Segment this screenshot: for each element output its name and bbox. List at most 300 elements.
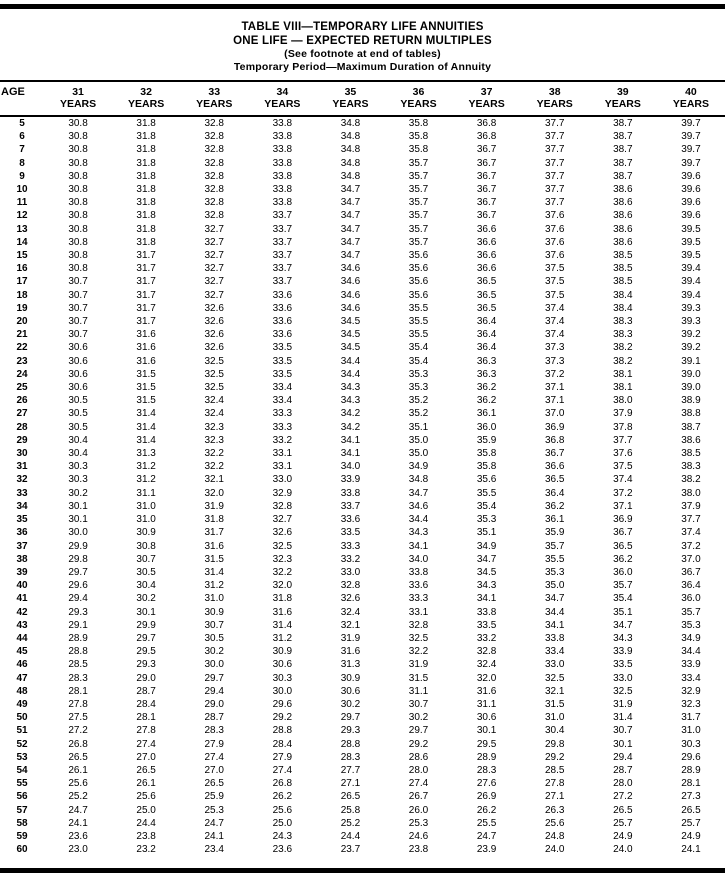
- value-cell: 38.7: [613, 118, 633, 129]
- value-cell: 31.1: [476, 698, 497, 710]
- value-cell: 32.7: [204, 250, 224, 262]
- table-row: [0, 606, 725, 619]
- value-cell: 35.5: [476, 487, 497, 499]
- value-cell: 31.6: [204, 540, 224, 552]
- value-cell: 33.7: [272, 276, 293, 288]
- value-cell: 39.5: [681, 223, 701, 235]
- value-cell: 30.8: [136, 540, 156, 552]
- value-cell: 36.7: [613, 527, 633, 539]
- value-cell: 33.9: [613, 646, 633, 658]
- value-cell: 34.5: [340, 342, 361, 354]
- value-cell: 39.6: [681, 170, 701, 182]
- age-cell: 49: [16, 698, 28, 710]
- value-cell: 33.8: [272, 144, 293, 156]
- year-column-header: [657, 81, 725, 116]
- value-cell: 35.8: [408, 144, 429, 156]
- value-cell: 23.2: [136, 844, 156, 856]
- value-cell: 30.7: [408, 698, 429, 710]
- value-cell: 37.6: [544, 236, 565, 248]
- age-cell: 27: [16, 408, 28, 420]
- value-cell: 32.6: [272, 527, 293, 539]
- value-cell: 32.8: [204, 197, 224, 209]
- value-cell: 27.0: [136, 751, 156, 763]
- table-row: [0, 447, 725, 460]
- value-cell: 36.2: [476, 382, 497, 394]
- table-body: [0, 116, 725, 856]
- value-cell: 26.7: [408, 791, 429, 803]
- value-cell: 35.7: [681, 606, 701, 618]
- value-cell: 30.8: [68, 131, 88, 143]
- age-cell: 19: [16, 302, 28, 314]
- value-cell: 36.7: [681, 566, 701, 578]
- value-cell: 38.4: [613, 302, 633, 314]
- value-cell: 24.3: [272, 830, 293, 842]
- table-row: [0, 566, 725, 579]
- bottom-rule: [0, 868, 725, 873]
- value-cell: 30.4: [68, 434, 88, 446]
- age-cell: 43: [16, 619, 28, 631]
- value-cell: 34.9: [476, 540, 497, 552]
- value-cell: 29.4: [68, 593, 88, 605]
- value-cell: 37.0: [681, 553, 701, 565]
- age-cell: 53: [16, 751, 28, 763]
- value-cell: 32.8: [204, 210, 224, 222]
- value-cell: 31.8: [136, 236, 156, 248]
- value-cell: 25.2: [68, 791, 88, 803]
- value-cell: 37.9: [613, 408, 633, 420]
- value-cell: 30.2: [408, 712, 429, 724]
- value-cell: 25.6: [272, 804, 293, 816]
- table-row: [0, 381, 725, 394]
- value-cell: 39.5: [681, 236, 701, 248]
- value-cell: 24.1: [681, 844, 701, 856]
- value-cell: 32.3: [272, 553, 293, 565]
- value-cell: 38.7: [613, 157, 633, 169]
- year-number: 33: [208, 86, 221, 98]
- value-cell: 30.8: [68, 197, 88, 209]
- table-row: [0, 804, 725, 817]
- value-cell: 30.5: [136, 566, 156, 578]
- value-cell: 31.4: [204, 566, 224, 578]
- value-cell: 33.5: [272, 355, 293, 367]
- table-row: [0, 619, 725, 632]
- value-cell: 31.8: [136, 210, 156, 222]
- value-cell: 34.6: [340, 263, 361, 275]
- value-cell: 34.5: [340, 329, 361, 341]
- value-cell: 31.2: [136, 461, 156, 473]
- value-cell: 27.3: [681, 791, 701, 803]
- value-cell: 28.6: [408, 751, 429, 763]
- value-cell: 38.3: [613, 329, 633, 341]
- value-cell: 23.0: [68, 844, 88, 856]
- value-cell: 28.8: [68, 646, 88, 658]
- value-cell: 30.8: [68, 184, 88, 196]
- value-cell: 38.6: [613, 223, 633, 235]
- value-cell: 38.6: [613, 184, 633, 196]
- value-cell: 35.1: [613, 606, 633, 618]
- value-cell: 39.0: [681, 382, 701, 394]
- value-cell: 28.1: [136, 712, 156, 724]
- value-cell: 35.8: [476, 448, 497, 460]
- table-row: [0, 645, 725, 658]
- table-header: [0, 81, 725, 116]
- age-cell: 42: [16, 606, 28, 618]
- value-cell: 36.7: [476, 144, 497, 156]
- value-cell: 33.0: [340, 566, 361, 578]
- value-cell: 24.8: [544, 830, 565, 842]
- value-cell: 39.3: [681, 302, 701, 314]
- value-cell: 33.6: [272, 302, 293, 314]
- table-row: [0, 262, 725, 275]
- value-cell: 37.2: [681, 540, 701, 552]
- value-cell: 30.1: [68, 514, 88, 526]
- table-row: [0, 487, 725, 500]
- value-cell: 25.0: [272, 817, 293, 829]
- age-cell: 36: [16, 527, 28, 539]
- value-cell: 27.7: [340, 764, 361, 776]
- value-cell: 29.6: [68, 580, 88, 592]
- value-cell: 37.4: [544, 329, 565, 341]
- value-cell: 31.6: [476, 685, 497, 697]
- value-cell: 32.8: [204, 157, 224, 169]
- table-row: [0, 698, 725, 711]
- table-row: [0, 790, 725, 803]
- value-cell: 33.0: [613, 672, 633, 684]
- value-cell: 30.9: [272, 646, 293, 658]
- value-cell: 30.5: [68, 421, 88, 433]
- value-cell: 37.3: [544, 355, 565, 367]
- year-number: 38: [548, 86, 561, 98]
- age-cell: 54: [16, 764, 28, 776]
- value-cell: 29.1: [68, 619, 88, 631]
- value-cell: 37.5: [613, 461, 633, 473]
- age-cell: 56: [16, 791, 28, 803]
- table-row: [0, 394, 725, 407]
- value-cell: 27.5: [68, 712, 88, 724]
- value-cell: 36.3: [476, 368, 497, 380]
- table-row: [0, 632, 725, 645]
- value-cell: 35.5: [408, 329, 429, 341]
- value-cell: 35.3: [408, 382, 429, 394]
- value-cell: 28.9: [68, 632, 88, 644]
- value-cell: 30.6: [476, 712, 497, 724]
- value-cell: 29.9: [136, 619, 156, 631]
- value-cell: 30.8: [68, 118, 88, 129]
- age-cell: 21: [16, 329, 28, 341]
- value-cell: 35.6: [476, 474, 497, 486]
- age-cell: 14: [16, 236, 28, 248]
- value-cell: 34.7: [544, 593, 565, 605]
- value-cell: 31.7: [136, 302, 156, 314]
- annuity-table: [0, 80, 725, 856]
- value-cell: 34.1: [340, 448, 361, 460]
- value-cell: 32.8: [408, 619, 429, 631]
- value-cell: 31.3: [136, 448, 156, 460]
- value-cell: 25.6: [68, 778, 88, 790]
- table-row: [0, 817, 725, 830]
- value-cell: 24.7: [68, 804, 88, 816]
- value-cell: 29.2: [544, 751, 565, 763]
- value-cell: 31.5: [408, 672, 429, 684]
- year-column-header: [521, 81, 589, 116]
- age-cell: 39: [16, 566, 28, 578]
- value-cell: 36.9: [544, 421, 565, 433]
- value-cell: 30.5: [204, 632, 224, 644]
- value-cell: 32.5: [204, 382, 224, 394]
- value-cell: 33.6: [272, 316, 293, 328]
- table-row: [0, 302, 725, 315]
- value-cell: 35.4: [476, 500, 497, 512]
- table-row: [0, 170, 725, 183]
- table-row: [0, 196, 725, 209]
- value-cell: 32.2: [272, 566, 293, 578]
- age-cell: 10: [16, 184, 28, 196]
- value-cell: 39.7: [681, 144, 701, 156]
- value-cell: 36.7: [476, 197, 497, 209]
- value-cell: 31.8: [136, 157, 156, 169]
- value-cell: 30.6: [68, 382, 88, 394]
- table-row: [0, 843, 725, 856]
- value-cell: 39.6: [681, 197, 701, 209]
- table-row: [0, 355, 725, 368]
- value-cell: 29.3: [136, 659, 156, 671]
- value-cell: 30.0: [272, 685, 293, 697]
- value-cell: 25.6: [136, 791, 156, 803]
- value-cell: 29.8: [68, 553, 88, 565]
- value-cell: 31.9: [613, 698, 633, 710]
- value-cell: 37.3: [544, 342, 565, 354]
- value-cell: 36.7: [476, 157, 497, 169]
- value-cell: 34.6: [340, 289, 361, 301]
- table-row: [0, 236, 725, 249]
- value-cell: 39.7: [681, 157, 701, 169]
- value-cell: 37.4: [544, 302, 565, 314]
- age-cell: 47: [16, 672, 28, 684]
- table-title-block: [0, 20, 725, 74]
- year-column-header: [180, 81, 248, 116]
- value-cell: 36.0: [476, 421, 497, 433]
- value-cell: 27.8: [544, 778, 565, 790]
- value-cell: 33.8: [272, 157, 293, 169]
- value-cell: 29.7: [68, 566, 88, 578]
- value-cell: 33.9: [681, 659, 701, 671]
- table-row: [0, 183, 725, 196]
- value-cell: 38.5: [681, 448, 701, 460]
- value-cell: 31.0: [681, 725, 701, 737]
- value-cell: 31.7: [136, 276, 156, 288]
- value-cell: 30.3: [681, 738, 701, 750]
- value-cell: 25.5: [476, 817, 497, 829]
- value-cell: 36.1: [544, 514, 565, 526]
- value-cell: 25.0: [136, 804, 156, 816]
- value-cell: 27.4: [136, 738, 156, 750]
- value-cell: 32.6: [204, 302, 224, 314]
- value-cell: 34.1: [408, 540, 429, 552]
- value-cell: 30.6: [272, 659, 293, 671]
- value-cell: 28.0: [613, 778, 633, 790]
- value-cell: 25.3: [408, 817, 429, 829]
- value-cell: 31.8: [136, 197, 156, 209]
- value-cell: 32.8: [476, 646, 497, 658]
- value-cell: 28.3: [68, 672, 88, 684]
- value-cell: 31.8: [136, 184, 156, 196]
- value-cell: 35.7: [544, 540, 565, 552]
- value-cell: 35.7: [408, 197, 429, 209]
- value-cell: 31.8: [136, 144, 156, 156]
- value-cell: 33.0: [272, 474, 293, 486]
- value-cell: 28.1: [681, 778, 701, 790]
- table-row: [0, 157, 725, 170]
- value-cell: 37.7: [544, 184, 565, 196]
- age-cell: 57: [16, 804, 28, 816]
- value-cell: 36.7: [544, 448, 565, 460]
- value-cell: 37.6: [544, 223, 565, 235]
- value-cell: 30.3: [68, 461, 88, 473]
- value-cell: 30.8: [68, 223, 88, 235]
- value-cell: 29.2: [408, 738, 429, 750]
- value-cell: 26.8: [68, 738, 88, 750]
- value-cell: 34.1: [476, 593, 497, 605]
- table-title: TABLE VIII—TEMPORARY LIFE ANNUITIES: [241, 21, 484, 33]
- value-cell: 33.6: [272, 289, 293, 301]
- value-cell: 39.1: [681, 355, 701, 367]
- value-cell: 25.9: [204, 791, 224, 803]
- value-cell: 29.3: [340, 725, 361, 737]
- value-cell: 30.6: [68, 342, 88, 354]
- value-cell: 27.9: [204, 738, 224, 750]
- value-cell: 35.5: [408, 316, 429, 328]
- value-cell: 31.4: [272, 619, 293, 631]
- age-cell: 44: [16, 632, 28, 644]
- year-number: 40: [685, 86, 697, 98]
- value-cell: 26.5: [613, 804, 633, 816]
- year-column-header: [384, 81, 452, 116]
- value-cell: 37.7: [544, 131, 565, 143]
- value-cell: 25.2: [340, 817, 361, 829]
- value-cell: 34.8: [340, 144, 361, 156]
- age-cell: 11: [16, 197, 28, 209]
- value-cell: 25.8: [340, 804, 361, 816]
- value-cell: 32.6: [204, 329, 224, 341]
- age-cell: 24: [16, 368, 28, 380]
- value-cell: 29.9: [68, 540, 88, 552]
- value-cell: 23.9: [476, 844, 497, 856]
- value-cell: 35.2: [408, 395, 429, 407]
- value-cell: 31.8: [136, 223, 156, 235]
- table-row: [0, 289, 725, 302]
- value-cell: 23.4: [204, 844, 224, 856]
- value-cell: 32.4: [204, 395, 224, 407]
- value-cell: 37.5: [544, 263, 565, 275]
- value-cell: 37.4: [544, 316, 565, 328]
- value-cell: 32.7: [272, 514, 293, 526]
- value-cell: 32.8: [204, 184, 224, 196]
- value-cell: 33.8: [272, 184, 293, 196]
- value-cell: 26.5: [204, 778, 224, 790]
- value-cell: 34.7: [340, 223, 361, 235]
- age-cell: 31: [16, 461, 28, 473]
- year-number: 32: [140, 86, 152, 98]
- value-cell: 23.8: [408, 844, 429, 856]
- value-cell: 38.2: [681, 474, 701, 486]
- age-cell: 41: [16, 593, 28, 605]
- value-cell: 28.8: [340, 738, 361, 750]
- value-cell: 31.7: [136, 250, 156, 262]
- value-cell: 37.7: [544, 170, 565, 182]
- table-row: [0, 368, 725, 381]
- table-row: [0, 526, 725, 539]
- value-cell: 29.4: [204, 685, 224, 697]
- value-cell: 35.4: [408, 355, 429, 367]
- value-cell: 31.9: [340, 632, 361, 644]
- value-cell: 30.2: [204, 646, 224, 658]
- value-cell: 36.2: [476, 395, 497, 407]
- value-cell: 26.9: [476, 791, 497, 803]
- age-cell: 55: [16, 778, 28, 790]
- value-cell: 33.4: [681, 672, 701, 684]
- value-cell: 34.3: [613, 632, 633, 644]
- value-cell: 36.0: [681, 593, 701, 605]
- value-cell: 33.1: [272, 448, 293, 460]
- value-cell: 34.9: [681, 632, 701, 644]
- value-cell: 33.1: [408, 606, 429, 618]
- value-cell: 34.7: [408, 487, 429, 499]
- age-cell: 20: [16, 316, 28, 328]
- value-cell: 32.7: [204, 223, 224, 235]
- years-label: YEARS: [672, 98, 710, 110]
- value-cell: 38.6: [681, 434, 701, 446]
- year-number: 31: [72, 86, 84, 98]
- value-cell: 28.9: [681, 764, 701, 776]
- value-cell: 35.5: [408, 302, 429, 314]
- value-cell: 34.3: [476, 580, 497, 592]
- value-cell: 34.0: [340, 461, 361, 473]
- value-cell: 36.9: [613, 514, 633, 526]
- year-column-header: [44, 81, 112, 116]
- value-cell: 27.4: [204, 751, 224, 763]
- value-cell: 35.6: [408, 276, 429, 288]
- value-cell: 25.3: [204, 804, 224, 816]
- value-cell: 32.5: [408, 632, 429, 644]
- value-cell: 34.4: [340, 355, 361, 367]
- value-cell: 26.0: [408, 804, 429, 816]
- value-cell: 38.6: [613, 197, 633, 209]
- value-cell: 30.9: [340, 672, 361, 684]
- value-cell: 31.7: [204, 527, 224, 539]
- value-cell: 28.1: [68, 685, 88, 697]
- value-cell: 30.7: [68, 276, 88, 288]
- value-cell: 33.8: [408, 566, 429, 578]
- value-cell: 35.7: [408, 184, 429, 196]
- value-cell: 32.7: [204, 276, 224, 288]
- value-cell: 32.5: [613, 685, 633, 697]
- value-cell: 30.7: [68, 316, 88, 328]
- value-cell: 32.7: [204, 263, 224, 275]
- value-cell: 30.3: [68, 474, 88, 486]
- value-cell: 34.8: [408, 474, 429, 486]
- value-cell: 36.4: [476, 329, 497, 341]
- value-cell: 33.8: [544, 632, 565, 644]
- value-cell: 36.4: [476, 342, 497, 354]
- value-cell: 33.1: [272, 461, 293, 473]
- value-cell: 30.7: [204, 619, 224, 631]
- value-cell: 32.3: [204, 421, 224, 433]
- table-row: [0, 592, 725, 605]
- value-cell: 31.4: [136, 408, 156, 420]
- value-cell: 27.4: [408, 778, 429, 790]
- value-cell: 35.7: [408, 236, 429, 248]
- value-cell: 30.2: [136, 593, 156, 605]
